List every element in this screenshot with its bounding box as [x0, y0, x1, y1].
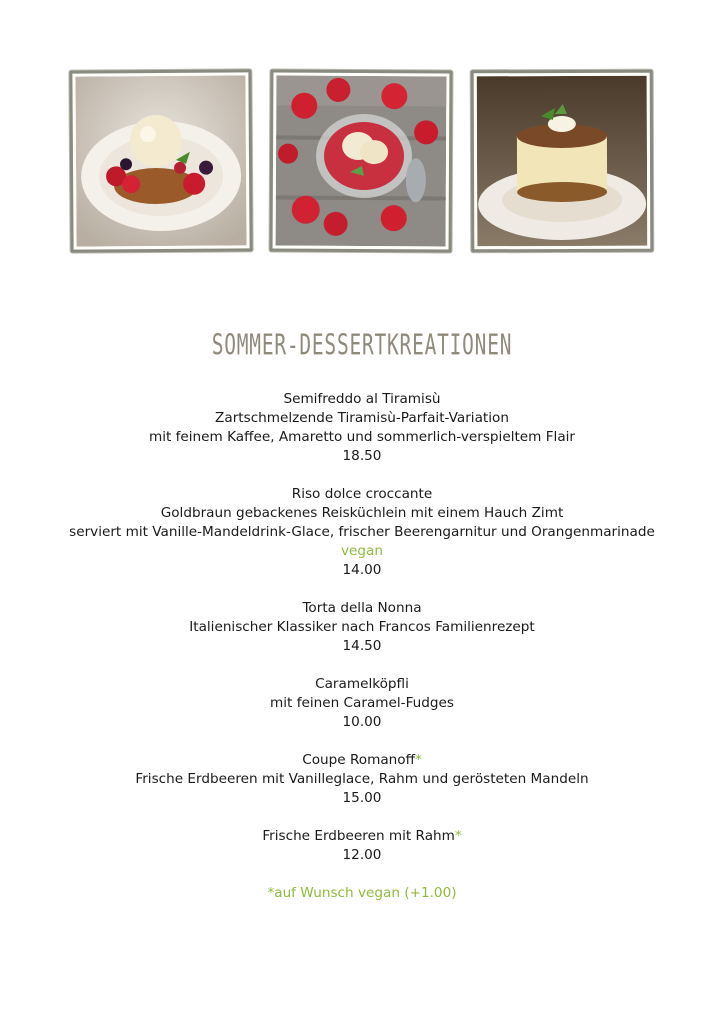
dish-price: 12.00 [342, 847, 382, 863]
footnote-block [0, 884, 724, 903]
page-title: SOMMER-DESSERTKREATIONEN [211, 328, 513, 362]
dish-name-line [0, 751, 724, 770]
dish-price: 15.00 [342, 790, 382, 806]
dish-name: Riso dolce croccante [291, 486, 433, 502]
dish-price: 14.50 [342, 638, 382, 654]
menu-item [0, 827, 724, 865]
dish-name-line [0, 827, 724, 846]
dish-description: Zartschmelzende Tiramisù-Parfait-Variation [215, 410, 509, 426]
dessert-photo-2 [270, 70, 453, 253]
dish-name: Semifreddo al Tiramisù [283, 391, 441, 407]
dish-description: mit feinen Caramel-Fudges [270, 695, 454, 711]
photo-row [70, 70, 647, 246]
dish-name: Frische Erdbeeren mit Rahm [262, 828, 455, 844]
dish-price: 10.00 [342, 714, 382, 730]
dish-description: Goldbraun gebackenes Reisküchlein mit einem Hauch Zimt [160, 505, 564, 521]
vegan-option-mark: * [414, 752, 422, 768]
menu-item [0, 390, 724, 466]
dish-name: Coupe Romanoff [302, 752, 415, 768]
tiramisu-image [477, 76, 648, 247]
strawberries-image [276, 76, 447, 247]
dish-description: Italienischer Klassiker nach Francos Familienrezept [189, 619, 535, 635]
dish-price: 18.50 [342, 448, 382, 464]
menu-item [0, 675, 724, 732]
dessert-photo-1 [69, 69, 252, 252]
dish-description: mit feinem Kaffee, Amaretto und sommerlich-verspieltem Flair [148, 429, 576, 445]
vegan-footnote: *auf Wunsch vegan (+1.00) [267, 885, 457, 901]
dessert-menu [0, 390, 724, 922]
vegan-option-mark: * [454, 828, 462, 844]
dish-description: serviert mit Vanille-Mandeldrink-Glace, frischer Beerengarnitur und Orangenmarinade [69, 524, 655, 540]
menu-item [0, 599, 724, 656]
dish-name: Caramelköpfli [315, 676, 409, 692]
menu-item [0, 751, 724, 808]
dish-price: 14.00 [342, 562, 382, 578]
menu-item [0, 485, 724, 580]
dish-description: Frische Erdbeeren mit Vanilleglace, Rahm und gerösteten Mandeln [135, 771, 589, 787]
semifreddo-image [75, 75, 246, 246]
dish-name: Torta della Nonna [302, 600, 422, 616]
dessert-photo-3 [471, 70, 654, 253]
vegan-tag: vegan [341, 543, 383, 559]
